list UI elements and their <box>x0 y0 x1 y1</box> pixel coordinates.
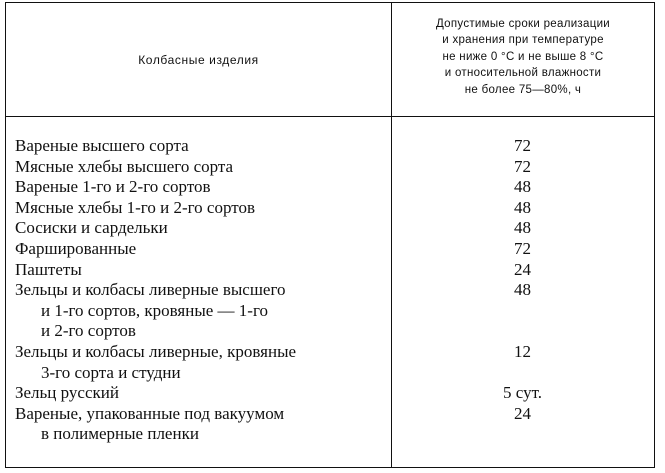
product-name-line: Сосиски и сардельки <box>15 218 168 238</box>
table-row <box>6 239 654 260</box>
product-name-line: Вареные, упакованные под вакуумом <box>15 403 285 423</box>
table-row <box>6 383 654 404</box>
product-name-line: Паштеты <box>15 259 82 279</box>
product-name-line: в полимерные пленки <box>41 424 199 444</box>
storage-term: 48 <box>514 197 531 217</box>
product-name <box>6 218 391 239</box>
product-name-line: Фаршированные <box>15 238 137 258</box>
product-name <box>6 239 391 260</box>
table-row <box>6 260 654 281</box>
storage-term: 48 <box>514 177 531 197</box>
table-row <box>6 136 654 157</box>
product-name-line: Мясные хлебы 1-го и 2-го сортов <box>15 197 255 217</box>
storage-term: 72 <box>514 136 531 155</box>
product-name <box>6 383 391 404</box>
product-name-line: Зельцы и колбасы ливерные, кровяные <box>15 341 297 361</box>
product-name-line: Мясные хлебы высшего сорта <box>15 156 234 176</box>
table-row <box>6 280 654 342</box>
storage-term: 72 <box>514 238 531 258</box>
storage-term: 24 <box>514 403 531 423</box>
product-name <box>6 136 391 157</box>
product-name <box>6 404 391 445</box>
product-name <box>6 342 391 383</box>
storage-terms-table <box>5 2 655 468</box>
header-term-column <box>392 16 654 98</box>
product-name-line: и 1-го сортов, кровяные — 1-го <box>41 300 269 320</box>
product-name-line: 3-го сорта и студни <box>41 362 181 382</box>
header-term-line: и хранения при температуре <box>442 34 604 47</box>
storage-term: 72 <box>514 156 531 176</box>
header-term-line: не ниже 0 °С и не выше 8 °С <box>442 50 604 63</box>
product-name-line: и 2-го сортов <box>41 321 136 341</box>
table-row <box>6 218 654 239</box>
storage-term: 5 сут. <box>503 383 542 403</box>
product-name <box>6 280 391 342</box>
table-body <box>6 136 654 445</box>
storage-term: 24 <box>514 259 531 279</box>
table-row <box>6 342 654 383</box>
header-product-column <box>6 3 391 116</box>
product-name <box>6 177 391 198</box>
product-name <box>6 260 391 281</box>
table-row <box>6 157 654 178</box>
product-name <box>6 157 391 178</box>
storage-term: 12 <box>514 341 531 361</box>
header-divider <box>6 116 654 117</box>
product-name-line: Зельц русский <box>15 383 119 403</box>
header-term-line: не более 75—80%, ч <box>464 83 582 96</box>
header-term-line: и относительной влажности <box>444 67 602 80</box>
table-row <box>6 177 654 198</box>
storage-term: 48 <box>514 280 531 300</box>
product-name <box>6 198 391 219</box>
header-term-line: Допустимые сроки реализации <box>435 18 611 30</box>
product-name-line: Вареные высшего сорта <box>15 136 189 155</box>
table-row <box>6 404 654 445</box>
product-name-line: Вареные 1-го и 2-го сортов <box>15 177 211 197</box>
storage-term: 48 <box>514 218 531 238</box>
product-name-line: Зельцы и колбасы ливерные высшего <box>15 280 286 300</box>
header-product-label: Колбасные изделия <box>138 52 259 67</box>
table-row <box>6 198 654 219</box>
